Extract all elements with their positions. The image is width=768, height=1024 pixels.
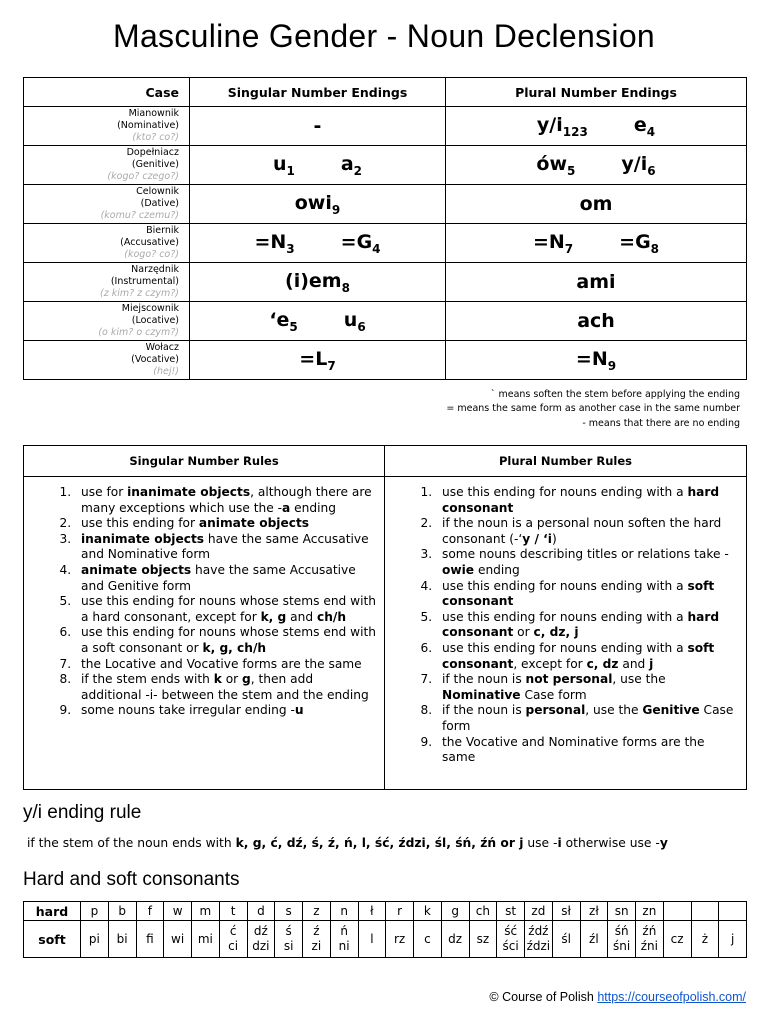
page-title: Masculine Gender - Noun Declension [112, 18, 656, 54]
ending [314, 115, 322, 137]
declension-row [24, 185, 747, 224]
soft-consonant: j [719, 921, 747, 958]
ending [533, 231, 573, 256]
case-cell [24, 263, 190, 302]
declension-row [24, 341, 747, 380]
ending-group [190, 270, 445, 295]
ending-text: y/i [621, 152, 648, 175]
rule-text: , except for [513, 656, 587, 671]
copyright-text: © Course of Polish [489, 990, 594, 1004]
case-cell [24, 107, 190, 146]
plural-rule-item [436, 735, 739, 766]
rule-text: some nouns take irregular ending - [81, 703, 295, 718]
plural-ending-cell [446, 263, 747, 302]
case-latin-name: (Nominative) [117, 120, 179, 131]
rule-text: , although there are many exceptions which use the - [81, 485, 372, 515]
soft-consonant: śl [552, 921, 580, 958]
ending [344, 309, 366, 334]
ending-group [446, 231, 746, 256]
soft-consonant: c [414, 921, 442, 958]
rule-text: if the stem ends with [81, 672, 214, 687]
ending-rule-number: 1 [286, 163, 295, 178]
soft-consonant: pi [81, 921, 109, 958]
ending-text: u [343, 308, 358, 331]
ending-rule-number: 4 [372, 241, 381, 256]
ending-text: =N [575, 347, 608, 370]
soft-consonant: mi [192, 921, 220, 958]
rule-text: some nouns describing titles or relations take - [442, 547, 729, 562]
rule-text: if the stem of the noun ends with [27, 836, 236, 850]
ending-group [446, 153, 746, 178]
bold-text: Nominative [442, 687, 521, 702]
rule-text: use this ending for nouns ending with a [442, 578, 688, 593]
ending [254, 231, 294, 256]
hard-consonant: m [192, 902, 220, 921]
case-latin-name: (Locative) [131, 315, 179, 326]
soft-consonant: rz [386, 921, 414, 958]
ending-group [446, 193, 746, 215]
yi-rule-heading: y/i ending rule [23, 802, 142, 823]
rule-text: if the noun is a personal noun soften the hard consonant (-‘ [442, 516, 722, 546]
ending-rule-number: 7 [564, 241, 574, 256]
consonants-table [23, 901, 747, 958]
ending-rule-number: 8 [341, 280, 350, 295]
ending [341, 231, 381, 256]
soft-consonant: źl [580, 921, 608, 958]
plural-rule-item [436, 610, 739, 641]
bold-text: Genitive [642, 703, 700, 718]
yi-rule-text [27, 836, 668, 850]
soft-consonant: fi [136, 921, 164, 958]
ending [341, 153, 362, 178]
singular-ending-cell [190, 302, 446, 341]
singular-ending-cell [190, 341, 446, 380]
soft-consonant: ć ci [219, 921, 247, 958]
case-latin-name: (Dative) [140, 198, 179, 209]
hard-consonant: st [497, 902, 525, 921]
ending [577, 310, 615, 332]
plural-ending-cell [446, 107, 747, 146]
singular-rule-item [75, 485, 377, 516]
plural-rule-item [436, 641, 739, 672]
ending [621, 153, 655, 178]
hard-consonant: sł [552, 902, 580, 921]
hard-consonant [663, 902, 691, 921]
rule-text: otherwise use - [561, 836, 660, 850]
ending-rule-number: 3 [286, 241, 295, 256]
plural-rule-item [436, 547, 739, 578]
case-question: (komu? czemu?) [100, 210, 179, 221]
hard-consonant: f [136, 902, 164, 921]
rule-text: the Vocative and Nominative forms are the same [442, 734, 705, 765]
consonants-heading: Hard and soft consonants [23, 869, 240, 890]
bold-text: ch/h [316, 609, 346, 624]
ending-rule-number: 2 [353, 163, 363, 178]
ending [536, 153, 575, 178]
case-cell [24, 302, 190, 341]
ending-rule-number: 6 [357, 319, 366, 334]
rules-header-row [24, 446, 747, 477]
soft-consonant: dź dzi [247, 921, 275, 958]
singular-header: Singular Number Endings [190, 78, 446, 107]
case-question: (z kim? z czym?) [99, 288, 179, 299]
plural-rules-header: Plural Number Rules [385, 446, 747, 477]
bold-text: animate objects [81, 562, 192, 577]
plural-ending-cell [446, 146, 747, 185]
ending-text: om [579, 193, 613, 215]
plural-rule-item [436, 485, 739, 516]
ending-rule-number: 5 [289, 319, 298, 334]
ending [273, 153, 295, 178]
soft-consonant: ź zi [303, 921, 331, 958]
ending-text: (i)em [285, 269, 342, 292]
hard-consonant: z [303, 902, 331, 921]
soft-consonant: dz [441, 921, 469, 958]
bold-text: not personal [525, 672, 613, 687]
soft-consonant: l [358, 921, 386, 958]
case-latin-name: (Accusative) [120, 237, 179, 248]
rule-text: use this ending for nouns ending with a [442, 609, 688, 624]
ending-rule-number: 7 [327, 358, 336, 373]
note-no-ending: - means that there are no ending [582, 417, 740, 429]
hard-consonant: ch [469, 902, 497, 921]
ending [634, 114, 655, 139]
singular-ending-cell [190, 263, 446, 302]
ending-group [190, 348, 445, 373]
rule-text: use this ending for nouns ending with a [442, 640, 688, 655]
website-link[interactable]: https://courseofpolish.com/ [597, 990, 746, 1004]
ending-text: ach [577, 310, 615, 332]
bold-text: k, g, ch/h [202, 640, 267, 655]
case-cell [24, 185, 190, 224]
plural-ending-cell [446, 185, 747, 224]
ending-group [446, 271, 746, 293]
singular-rules-header: Singular Number Rules [24, 446, 385, 477]
ending-text: u [272, 152, 287, 175]
ending [299, 348, 335, 373]
hard-consonant: w [164, 902, 192, 921]
ending-text: owi [294, 191, 332, 214]
declension-header-row [24, 78, 747, 107]
hard-consonant [719, 902, 747, 921]
ending-text: =G [619, 230, 651, 253]
case-cell [24, 146, 190, 185]
note-same-form: = means the same form as another case in the same number [446, 403, 740, 415]
ending [619, 231, 659, 256]
ending-text: =N [254, 230, 287, 253]
ending-rule-number: 123 [562, 124, 588, 139]
bold-text: i [557, 836, 562, 850]
hard-consonants-row [24, 902, 747, 921]
ending-group [190, 153, 445, 178]
rule-text: or [513, 625, 534, 640]
singular-rules-list [25, 485, 383, 719]
bold-text: c, dz, j [533, 625, 579, 640]
ending-rule-number: 9 [331, 202, 341, 217]
ending-group [446, 310, 746, 332]
ending-text: - [313, 115, 322, 137]
hard-consonant: s [275, 902, 303, 921]
rule-text: Case form [442, 703, 734, 733]
ending-group [190, 309, 445, 334]
singular-ending-cell [190, 146, 446, 185]
ending-group [190, 231, 445, 256]
rule-text: use this ending for nouns whose stems end with a soft consonant or [81, 625, 377, 655]
hard-consonant: g [441, 902, 469, 921]
plural-rule-item [436, 672, 739, 703]
bold-text: y [659, 836, 668, 850]
rule-text: or [221, 672, 243, 687]
rule-text: ending [290, 500, 336, 515]
soft-consonant: śń śni [608, 921, 636, 958]
case-question: (kto? co?) [132, 132, 179, 143]
case-question: (hej!) [153, 366, 179, 377]
bold-text: hard consonant [442, 485, 720, 515]
soft-consonant: wi [164, 921, 192, 958]
rules-body-row [24, 477, 747, 790]
singular-rule-item [75, 532, 377, 563]
ending-text: ów [536, 152, 568, 175]
declension-row [24, 107, 747, 146]
case-polish-name: Narzędnik [131, 264, 179, 275]
bold-text: y / ‘i [522, 531, 552, 546]
bold-text: j [649, 656, 654, 671]
ending-text: =G [340, 230, 373, 253]
rule-text: use - [523, 836, 558, 850]
rules-table [23, 445, 747, 790]
case-question: (o kim? o czym?) [98, 327, 179, 338]
bold-text: k, g, ć, dź, ś, ź, ń, l, ść, ździ, śl, śń, źń or j [235, 836, 524, 850]
bold-text: k, g [260, 609, 287, 624]
case-polish-name: Biernik [146, 225, 179, 236]
hard-consonant: zn [636, 902, 664, 921]
hard-consonant: k [414, 902, 442, 921]
ending-text: y/i [536, 113, 563, 136]
rule-text: , use the [585, 703, 643, 718]
ending [285, 270, 350, 295]
declension-row [24, 302, 747, 341]
rule-text: have the same Accusative and Genitive form [81, 562, 356, 593]
singular-rule-item [75, 672, 377, 703]
singular-rules-cell [24, 477, 385, 790]
ending-text: =L [299, 347, 328, 370]
ending-group [446, 114, 746, 139]
bold-text: animate objects [198, 516, 310, 531]
rule-text: and [618, 656, 650, 671]
rule-text: use this ending for nouns whose stems end with a hard consonant, except for [81, 594, 377, 624]
ending-rule-number: 4 [646, 124, 656, 139]
singular-rule-item [75, 563, 377, 594]
case-header: Case [24, 78, 190, 107]
bold-text: a [282, 500, 291, 515]
rule-text: and [286, 609, 317, 624]
hard-consonant: t [219, 902, 247, 921]
soft-consonant: cz [663, 921, 691, 958]
plural-rule-item [436, 516, 739, 547]
hard-consonant [691, 902, 719, 921]
case-question: (kogo? czego?) [107, 171, 179, 182]
rule-text: ending [474, 562, 520, 577]
hard-consonant: d [247, 902, 275, 921]
singular-rule-item [75, 516, 377, 532]
rule-text: if the noun is [442, 703, 526, 718]
ending [576, 271, 615, 293]
bold-text: personal [525, 703, 586, 718]
hard-consonant: b [108, 902, 136, 921]
ending-group [446, 348, 746, 373]
declension-table [23, 77, 747, 380]
soft-consonant: bi [108, 921, 136, 958]
bold-text: g [242, 672, 251, 687]
case-polish-name: Miejscownik [121, 303, 179, 314]
rule-text: have the same Accusative and Nominative form [81, 531, 369, 562]
case-polish-name: Celownik [136, 186, 179, 197]
bold-text: u [294, 703, 304, 718]
bold-text: c, dz [586, 656, 619, 671]
bold-text: hard consonant [442, 609, 720, 640]
singular-ending-cell [190, 107, 446, 146]
ending-text: =N [532, 230, 565, 253]
hard-consonant: n [330, 902, 358, 921]
case-cell [24, 224, 190, 263]
ending-text: ‘e [269, 308, 290, 331]
ending [269, 309, 297, 334]
plural-rule-item [436, 579, 739, 610]
ending-rule-number: 6 [647, 163, 656, 178]
singular-rule-item [75, 594, 377, 625]
bold-text: inanimate objects [81, 531, 205, 546]
singular-rule-item [75, 703, 377, 719]
rule-text: use this ending for [81, 516, 199, 531]
rule-text: the Locative and Vocative forms are the same [81, 656, 362, 671]
note-soften: ` means soften the stem before applying the ending [490, 389, 740, 400]
rule-text: use for [81, 485, 128, 499]
plural-header: Plural Number Endings [446, 78, 747, 107]
ending-group [190, 115, 445, 137]
rule-text: if the noun is [442, 672, 526, 687]
rule-text: ) [552, 531, 557, 546]
hard-label: hard [24, 902, 81, 921]
hard-consonant: r [386, 902, 414, 921]
ending-rule-number: 8 [650, 241, 660, 256]
soft-consonant: ś si [275, 921, 303, 958]
ending [295, 192, 340, 217]
hard-consonant: zł [580, 902, 608, 921]
case-cell [24, 341, 190, 380]
case-polish-name: Dopełniacz [126, 147, 179, 158]
singular-rule-item [75, 625, 377, 656]
soft-label: soft [24, 921, 81, 958]
footer [489, 990, 746, 1004]
plural-rules-list [386, 485, 745, 766]
rule-text: Case form [520, 687, 587, 702]
soft-consonant: źdź ździ [525, 921, 553, 958]
case-polish-name: Wołacz [145, 342, 179, 353]
soft-consonant: ść ści [497, 921, 525, 958]
declension-row [24, 146, 747, 185]
soft-consonants-row [24, 921, 747, 958]
plural-rule-item [436, 703, 739, 734]
ending-rule-number: 9 [607, 358, 617, 373]
legend-notes [446, 388, 740, 431]
rule-text: , then add additional -i- between the stem and the ending [81, 672, 369, 702]
ending [537, 114, 588, 139]
plural-ending-cell [446, 341, 747, 380]
ending-text: a [340, 152, 354, 175]
plural-rules-cell [385, 477, 747, 790]
case-latin-name: (Genitive) [131, 159, 179, 170]
hard-consonant: ł [358, 902, 386, 921]
declension-row [24, 263, 747, 302]
bold-text: soft consonant [442, 578, 715, 609]
ending-text: e [633, 113, 647, 136]
bold-text: soft consonant [442, 640, 715, 671]
case-latin-name: (Instrumental) [110, 276, 179, 287]
plural-ending-cell [446, 302, 747, 341]
declension-row [24, 224, 747, 263]
soft-consonant: ż [691, 921, 719, 958]
rule-text: use this ending for nouns ending with a [442, 485, 688, 499]
bold-text: k [213, 672, 222, 687]
hard-consonant: sn [608, 902, 636, 921]
case-polish-name: Mianownik [128, 108, 179, 119]
ending-group [190, 192, 445, 217]
soft-consonant: ń ni [330, 921, 358, 958]
bold-text: inanimate objects [127, 485, 251, 499]
singular-rule-item [75, 657, 377, 673]
soft-consonant: sz [469, 921, 497, 958]
hard-consonant: zd [525, 902, 553, 921]
soft-consonant: źń źni [636, 921, 664, 958]
ending-rule-number: 5 [567, 163, 576, 178]
ending-text: ami [576, 271, 616, 293]
ending [576, 348, 616, 373]
plural-ending-cell [446, 224, 747, 263]
case-latin-name: (Vocative) [131, 354, 179, 365]
ending [580, 193, 613, 215]
bold-text: owie [442, 562, 475, 577]
case-question: (kogo? co?) [124, 249, 179, 260]
hard-consonant: p [81, 902, 109, 921]
rule-text: , use the [612, 672, 666, 687]
singular-ending-cell [190, 185, 446, 224]
singular-ending-cell [190, 224, 446, 263]
